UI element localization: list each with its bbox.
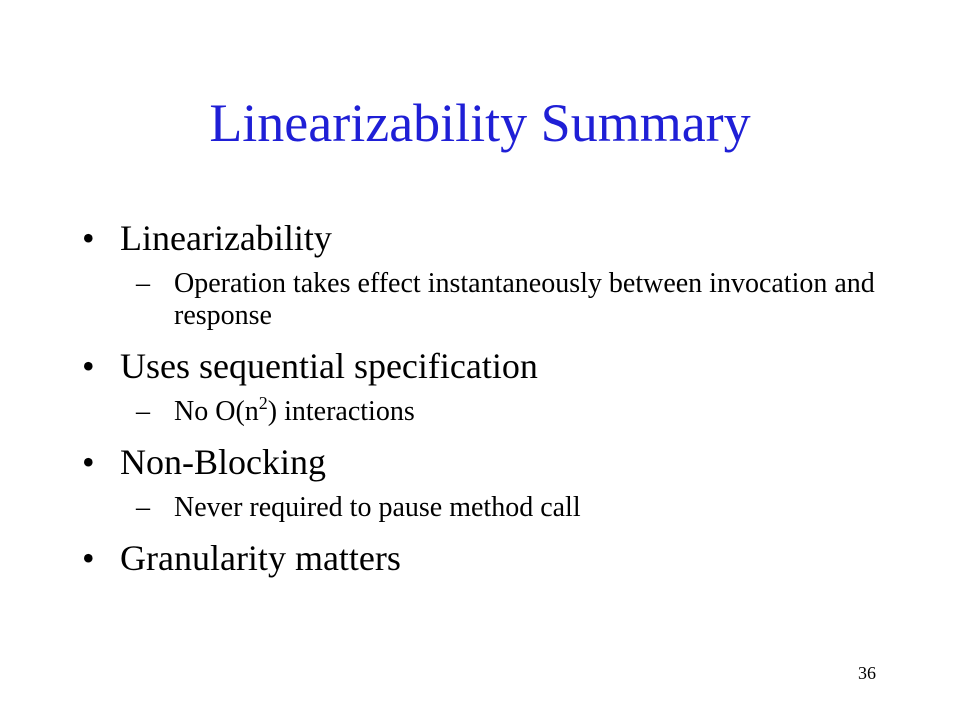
sub-bullet-operation bbox=[82, 268, 902, 332]
bullet-list bbox=[82, 216, 902, 588]
bullet-non-blocking bbox=[82, 440, 902, 484]
bullet-text: Linearizability bbox=[120, 218, 332, 258]
bullet-dot-icon: • bbox=[82, 218, 95, 258]
superscript: 2 bbox=[258, 393, 268, 413]
sub-bullet-text-suffix: ) interactions bbox=[267, 396, 415, 427]
bullet-text: Uses sequential specification bbox=[120, 346, 538, 386]
bullet-linearizability bbox=[82, 216, 902, 260]
bullet-sequential-spec bbox=[82, 344, 902, 388]
bullet-dot-icon: • bbox=[82, 442, 95, 482]
bullet-text: Non-Blocking bbox=[120, 442, 326, 482]
dash-icon: – bbox=[136, 268, 150, 299]
page-number: 36 bbox=[858, 663, 876, 683]
bullet-dot-icon: • bbox=[82, 346, 95, 386]
sub-bullet-text: Never required to pause method call bbox=[174, 492, 581, 523]
sub-bullet-no-interactions bbox=[82, 393, 902, 428]
bullet-text: Granularity matters bbox=[120, 538, 401, 578]
dash-icon: – bbox=[136, 396, 150, 427]
sub-bullet-text: Operation takes effect instantaneously between invocation and response bbox=[174, 268, 875, 331]
sub-bullet-text-prefix: No O(n bbox=[174, 396, 259, 427]
sub-bullet-never-pause bbox=[82, 492, 902, 524]
bullet-granularity bbox=[82, 536, 902, 580]
dash-icon: – bbox=[136, 492, 150, 523]
bullet-dot-icon: • bbox=[82, 538, 95, 578]
slide-title: Linearizability Summary bbox=[209, 93, 751, 153]
